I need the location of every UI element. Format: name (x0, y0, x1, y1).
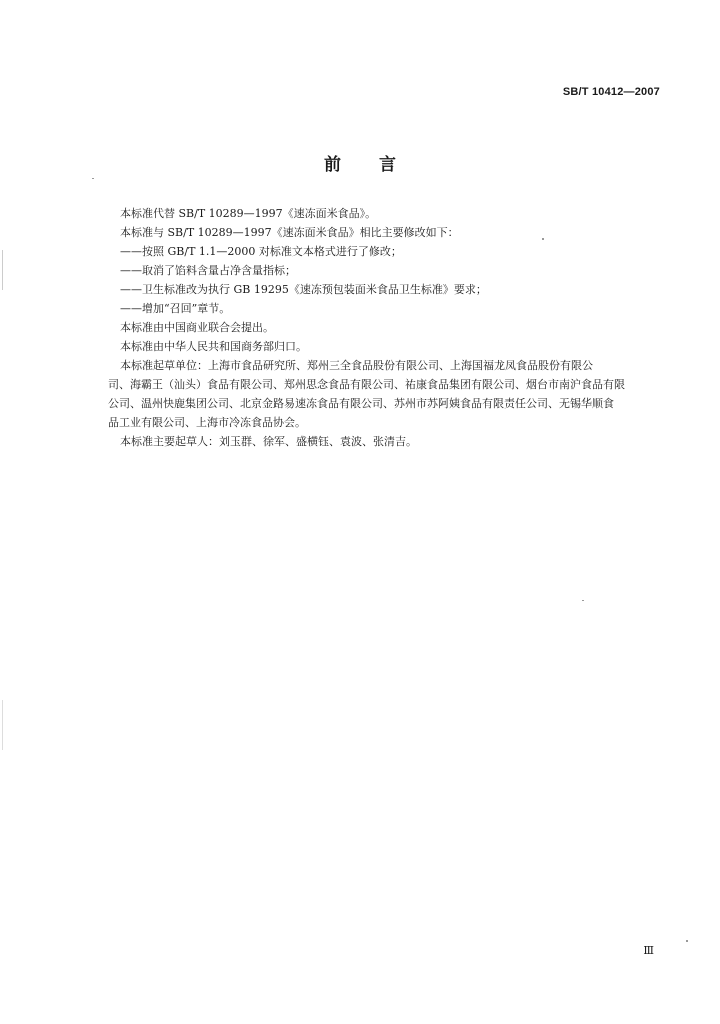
page-number: Ⅲ (643, 944, 654, 957)
scan-speck (92, 178, 94, 179)
page-title: 前言 (324, 155, 434, 175)
scan-speck (2, 700, 3, 750)
drafting-units-line: 司、海霸王（汕头）食品有限公司、郑州思念食品有限公司、祐康食品集团有限公司、烟台市南沪食品有限 (108, 378, 625, 391)
paragraph-drafters: 本标准主要起草人：刘玉群、徐军、盛横钰、袁波、张清吉。 (120, 435, 417, 448)
foreword-body (108, 204, 660, 451)
change-item-recall: ——增加“召回”章节。 (120, 302, 231, 315)
paragraph-replaces: 本标准代替 SB/T 10289—1997《速冻面米食品》。 (120, 207, 377, 220)
paragraph-proposer: 本标准由中国商业联合会提出。 (120, 321, 274, 334)
drafting-units-line: 品工业有限公司、上海市冷冻食品协会。 (108, 416, 306, 429)
paragraph-drafting-units (108, 356, 660, 432)
change-item-format: ——按照 GB/T 1.1—2000 对标准文本格式进行了修改； (120, 245, 402, 258)
drafting-units-line: 本标准起草单位：上海市食品研究所、郑州三全食品股份有限公司、上海国福龙凤食品股份有限公 (120, 359, 593, 372)
change-item-filling: ——取消了馅料含量占净含量指标； (120, 264, 296, 277)
scan-speck (542, 238, 544, 240)
standard-code: SB/T 10412—2007 (562, 86, 660, 98)
scan-speck (582, 600, 584, 601)
paragraph-administrator: 本标准由中华人民共和国商务部归口。 (120, 340, 307, 353)
drafting-units-line: 公司、温州快鹿集团公司、北京金路易速冻食品有限公司、苏州市苏阿姨食品有限责任公司、无锡华顺食 (108, 397, 614, 410)
change-item-hygiene: ——卫生标准改为执行 GB 19295《速冻预包装面米食品卫生标准》要求； (120, 283, 487, 296)
scan-speck (2, 250, 3, 290)
paragraph-changes-intro: 本标准与 SB/T 10289—1997《速冻面米食品》相比主要修改如下： (120, 226, 459, 239)
scan-speck (686, 940, 688, 942)
